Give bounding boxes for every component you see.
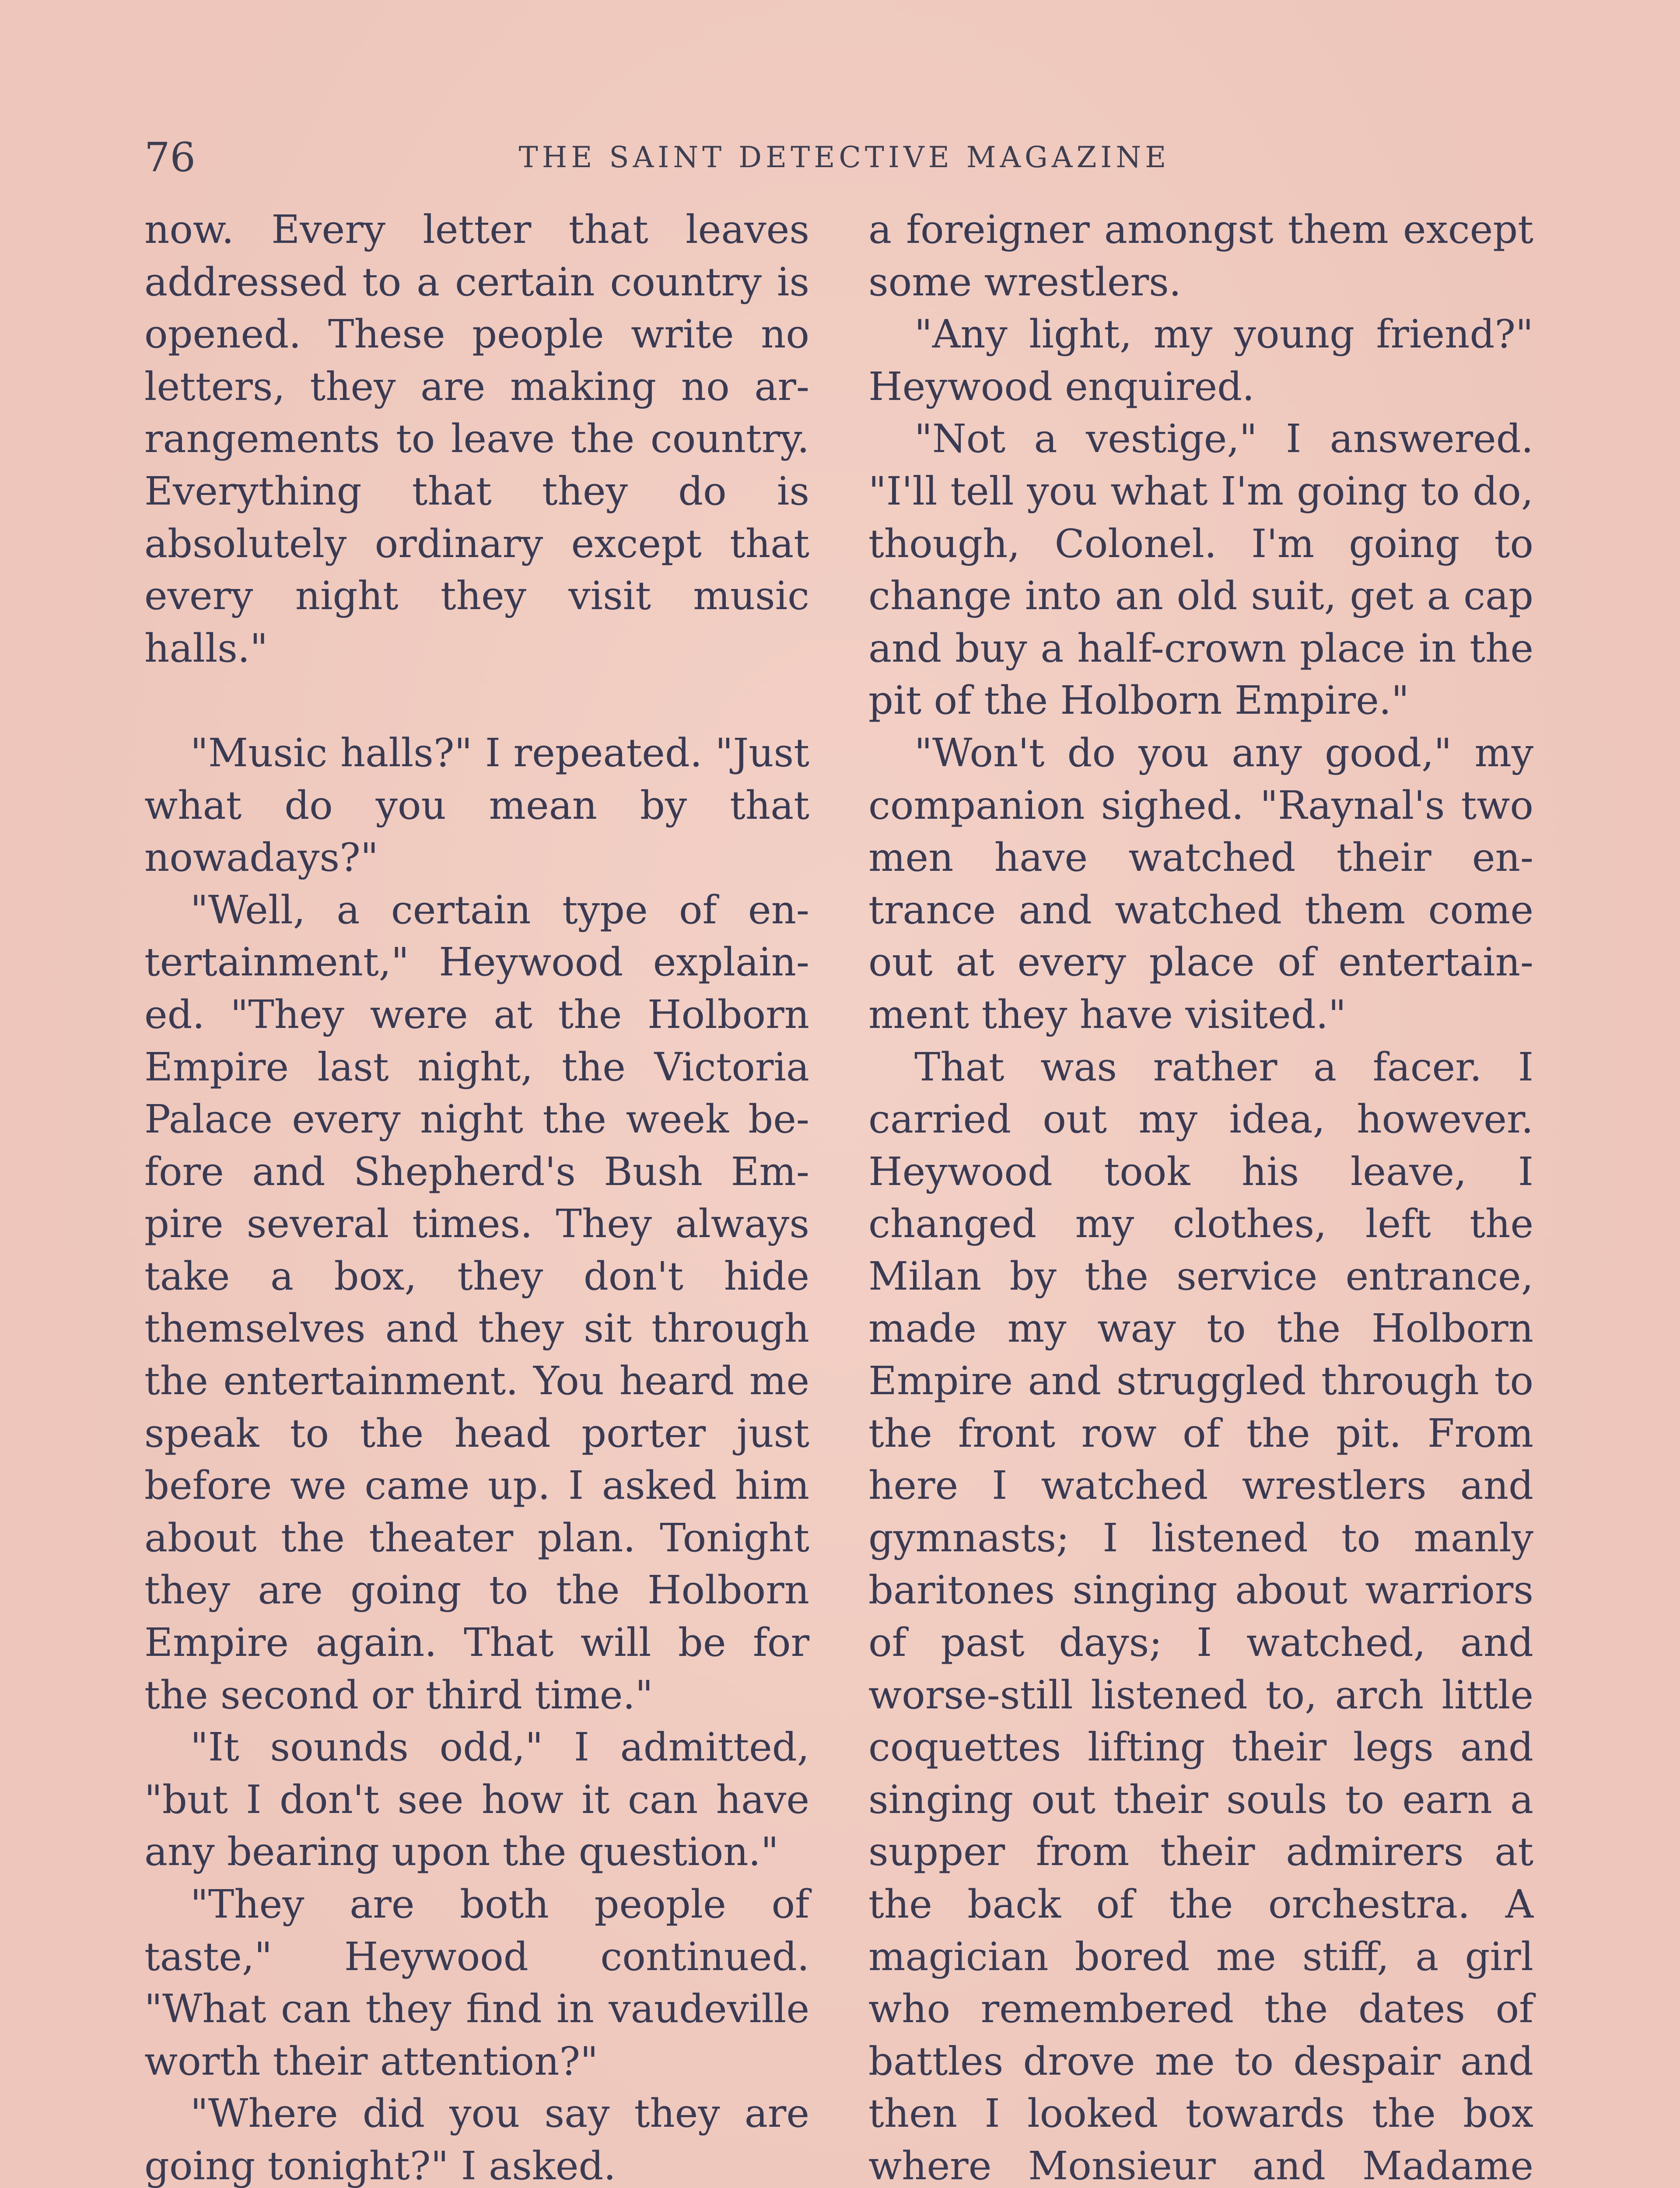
page-header xyxy=(144,131,1544,184)
left-column xyxy=(144,203,809,2188)
paragraph: "Not a vestige," I answered. "I'll tell you what I'm going to do, though, Colonel. I'm going to change into an old suit, get a cap and buy a half-crown place in the pit of the Holborn Empire." xyxy=(868,416,1533,723)
paragraph: "It sounds odd," I admitted, "but I don't see how it can have any bearing upon the question." xyxy=(144,1724,809,1875)
paragraph: a foreigner amongst them except some wrestlers. xyxy=(868,207,1533,305)
paragraph: "Any light, my young friend?" Heywood enquired. xyxy=(868,311,1533,409)
running-head: THE SAINT DETECTIVE MAGAZINE xyxy=(518,140,1170,174)
paragraph: "Well, a certain type of entertainment," Heywood explained. "They were at the Holborn Empire last night, the Victoria Palace every night the week before and Shepherd's Bush Empire several times. They always take a box, they don't hide themselves and they sit through the entertainment. You heard me speak to the head porter just before we came up. I asked him about the theater plan. Tonight they are going to the Holborn Empire again. That will be for the second or third time." xyxy=(144,887,809,1718)
page-number: 76 xyxy=(144,134,196,181)
paragraph: That was rather a facer. I carried out my idea, however. Heywood took his leave, I changed my clothes, left the Milan by the service entrance, made my way to the Holborn Empire and struggled through to the front row of the pit. From here I watched wrestlers and gymnasts; I listened to manly baritones singing about warriors of past days; I watched, and worse-still listened to, arch little coquettes lifting their legs and singing out their souls to earn a supper from their admirers at the back of the orchestra. A magician bored me stiff, a girl who remembered the dates of battles drove me to despair and then I looked towards the box where Monsieur and Madame xyxy=(868,1044,1533,2188)
paragraph: "They are both people of taste," Heywood continued. "What can they find in vaudeville worth their attention?" xyxy=(144,1881,809,2084)
right-column xyxy=(868,203,1533,2188)
paragraph: "Won't do you any good," my companion sighed. "Raynal's two men have watched their entrance and watched them come out at every place of entertainment they have visited." xyxy=(868,729,1533,1037)
paragraph: "Music halls?" I repeated. "Just what do you mean by that nowadays?" xyxy=(144,729,809,880)
paragraph: "Where did you say they are going tonight?" I asked. xyxy=(144,2090,809,2188)
paragraph: now. Every letter that leaves addressed to a certain country is opened. These people write no letters, they are making no arrangements to leave the country. Everything that they do is absolutely ordinary except that every night they visit music halls." xyxy=(144,207,809,671)
